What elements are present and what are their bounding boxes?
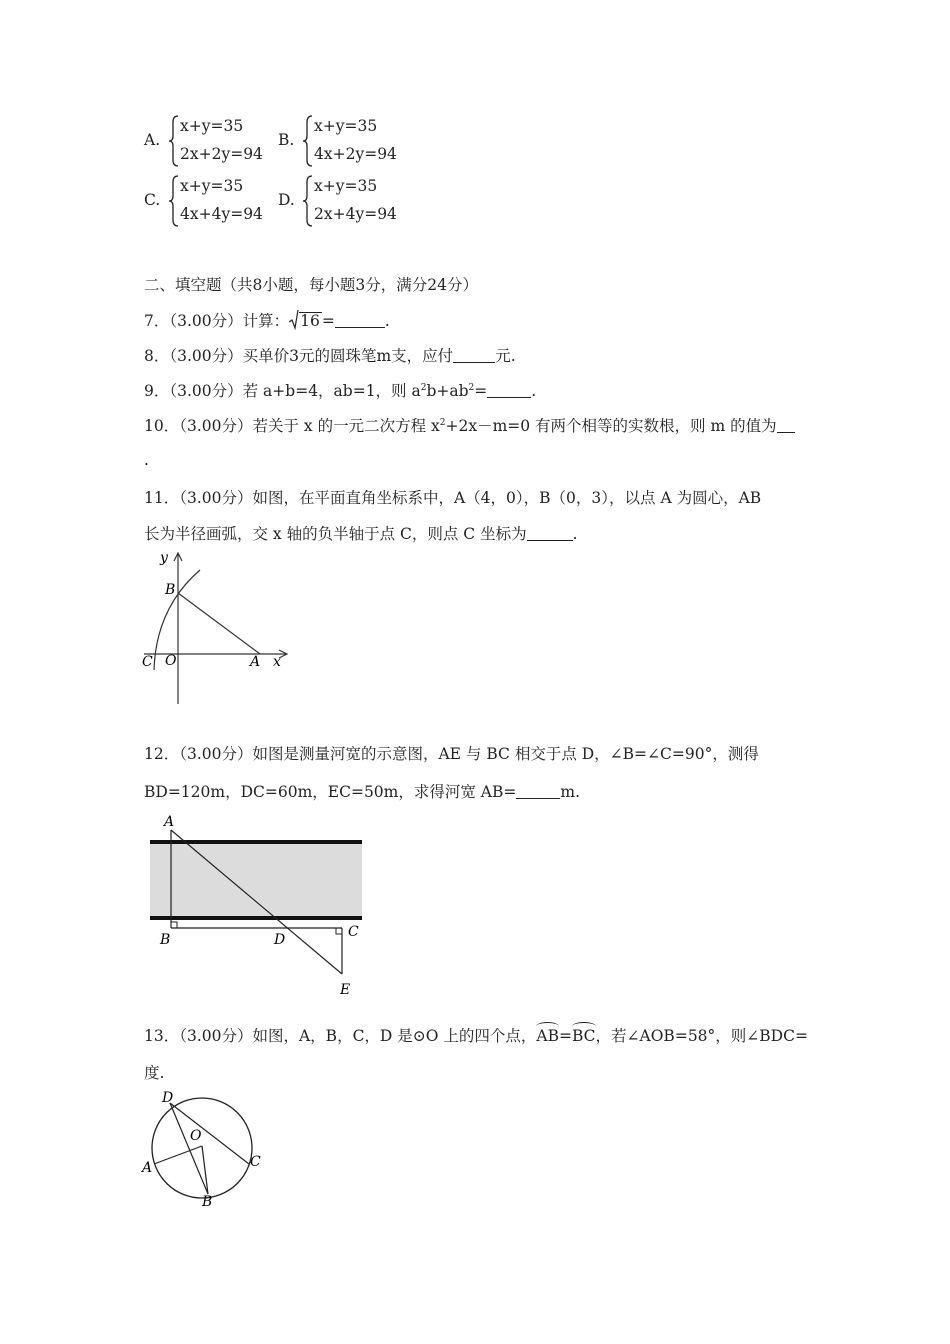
option-a-eq2: 2x+2y=94	[180, 145, 263, 163]
q10-prefix: 10．（3.00分）若关于 x 的一元二次方程 x	[144, 417, 440, 435]
q9-mid: b+ab	[426, 382, 469, 400]
option-a-eq1: x+y=35	[180, 117, 244, 135]
q9-sup1: 2	[420, 383, 427, 393]
q7-suffix: =	[321, 312, 335, 330]
answer-blank	[453, 348, 495, 363]
option-b-eq2: 4x+2y=94	[314, 145, 397, 163]
figure-11	[140, 548, 292, 708]
answer-blank	[777, 418, 795, 433]
brace-icon	[302, 114, 314, 168]
q7-prefix: 7．（3.00分）计算：	[144, 312, 290, 330]
brace-icon	[302, 174, 314, 228]
brace-icon	[168, 174, 180, 228]
option-d-label: D.	[278, 191, 295, 209]
q9-sup2: 2	[468, 383, 475, 393]
figure-12	[140, 812, 370, 1002]
label-y: y	[160, 550, 168, 566]
q10-sup: 2	[439, 418, 446, 428]
q11-end: .	[572, 525, 578, 543]
option-d-eq2: 2x+4y=94	[314, 205, 397, 223]
q7-radicand: 16	[300, 312, 320, 330]
q10-suffix: +2x－m=0 有两个相等的实数根，则 m 的值为	[445, 417, 777, 435]
label-a: A	[250, 654, 261, 670]
answer-blank	[335, 313, 385, 328]
label-a: A	[164, 814, 175, 830]
brace-icon	[168, 114, 180, 168]
option-c-eq1: x+y=35	[180, 177, 244, 195]
arc-bc: BC	[572, 1027, 596, 1045]
q8-text: 8．（3.00分）买单价3元的圆珠笔m支，应付	[144, 347, 454, 365]
q13-eq: =	[559, 1027, 572, 1045]
q11-line2	[144, 522, 578, 544]
river	[150, 842, 362, 918]
label-o: O	[190, 1128, 202, 1144]
label-d: D	[162, 1090, 174, 1106]
answer-blank	[516, 784, 560, 799]
right-angle-b-icon	[171, 922, 177, 928]
question-8	[144, 344, 516, 366]
q9-prefix: 9．（3.00分）若 a+b=4，ab=1，则 a	[144, 382, 421, 400]
option-a-label: A.	[144, 131, 161, 149]
q12-end: m.	[560, 783, 580, 801]
option-b-eq1: x+y=35	[314, 117, 378, 135]
option-c-eq2: 4x+4y=94	[180, 205, 263, 223]
q13-line2: 度.	[144, 1064, 165, 1082]
label-c: C	[348, 924, 359, 940]
option-d-eq1: x+y=35	[314, 177, 378, 195]
label-a: A	[142, 1160, 153, 1176]
segment-ab	[178, 593, 260, 654]
label-b: B	[202, 1194, 213, 1210]
q13-suffix: ，若∠AOB=58°，则∠BDC=	[595, 1027, 808, 1045]
arc-bc	[154, 570, 200, 670]
q9-suffix: =	[474, 382, 488, 400]
option-b-label: B.	[278, 131, 295, 149]
label-b: B	[160, 932, 171, 948]
question-7	[144, 309, 390, 331]
q9-end: .	[531, 382, 537, 400]
right-angle-c-icon	[336, 928, 342, 934]
q12-line2	[144, 780, 580, 802]
label-c: C	[250, 1154, 261, 1170]
arc-ab: AB	[536, 1027, 559, 1045]
label-o: O	[165, 653, 177, 669]
q12-text: BD=120m，DC=60m，EC=50m，求得河宽 AB=	[144, 783, 517, 801]
question-13	[144, 1024, 808, 1046]
figure-13	[140, 1086, 270, 1210]
question-10	[144, 414, 795, 436]
sqrt-icon	[289, 310, 299, 330]
answer-blank	[527, 526, 573, 541]
q10-continuation: .	[144, 451, 149, 469]
q8-end: 元.	[495, 347, 516, 365]
option-c-label: C.	[144, 191, 161, 209]
q12-line1: 12．（3.00分）如图是测量河宽的示意图，AE 与 BC 相交于点 D，∠B=∠C=90°，测得	[144, 745, 759, 763]
q11-text: 长为半径画弧，交 x 轴的负半轴于点 C，则点 C 坐标为	[144, 525, 527, 543]
section-title: 二、填空题（共8小题，每小题3分，满分24分）	[144, 276, 478, 294]
label-d: D	[274, 932, 286, 948]
label-c: C	[142, 654, 153, 670]
label-x: x	[273, 654, 281, 670]
q11-line1: 11．（3.00分）如图，在平面直角坐标系中，A（4，0），B（0，3），以点 A 为圆心，AB	[144, 489, 762, 507]
q13-prefix: 13．（3.00分）如图，A，B，C，D 是⊙O 上的四个点，	[144, 1027, 537, 1045]
answer-blank	[487, 383, 531, 398]
question-9	[144, 379, 536, 401]
label-b: B	[165, 582, 176, 598]
label-e: E	[340, 982, 351, 998]
q7-end: .	[384, 312, 390, 330]
